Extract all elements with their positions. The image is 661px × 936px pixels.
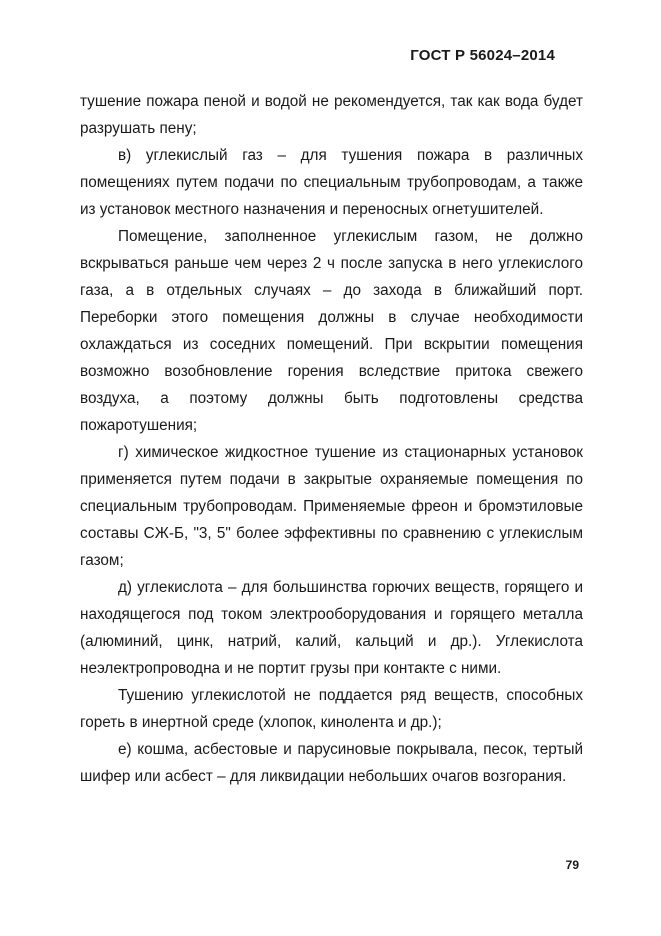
paragraph: тушение пожара пеной и водой не рекомендуется, так как вода будет разрушать пену; [80, 93, 583, 137]
standard-code: ГОСТ Р 56024–2014 [410, 47, 555, 64]
paragraph: д) углекислота – для большинства горючих веществ, горящего и находящегося под током электрооборудования и горящего металла (алюминий, цинк, натрий, калий, кальций и др.). Углекислота неэлектропроводна и не портит грузы при контакте с ними. [80, 579, 583, 677]
page-number: 79 [565, 858, 579, 872]
paragraph: Помещение, заполненное углекислым газом, не должно вскрываться раньше чем через 2 ч после запуска в него углекислого газа, а в отдельных случаях – до захода в ближайший порт. Переборки этого помещения должны в случае необходимости охлаждаться из соседних помещений. При вскрытии помещения возможно возобновление горения вследствие притока свежего воздуха, а поэтому должны быть подготовлены средства пожаротушения; [80, 228, 583, 434]
paragraph: е) кошма, асбестовые и парусиновые покрывала, песок, тертый шифер или асбест – для ликвидации небольших очагов возгорания. [80, 741, 583, 785]
body-text [80, 88, 583, 790]
paragraph: Тушению углекислотой не поддается ряд веществ, способных гореть в инертной среде (хлопок, кинолента и др.); [80, 687, 583, 731]
paragraph: г) химическое жидкостное тушение из стационарных установок применяется путем подачи в закрытые охраняемые помещения по специальным трубопроводам. Применяемые фреон и бромэтиловые составы СЖ-Б, "3, 5" более эффективны по сравнению с углекислым газом; [80, 444, 583, 569]
paragraph: в) углекислый газ – для тушения пожара в различных помещениях путем подачи по специальным трубопроводам, а также из установок местного назначения и переносных огнетушителей. [80, 147, 583, 218]
